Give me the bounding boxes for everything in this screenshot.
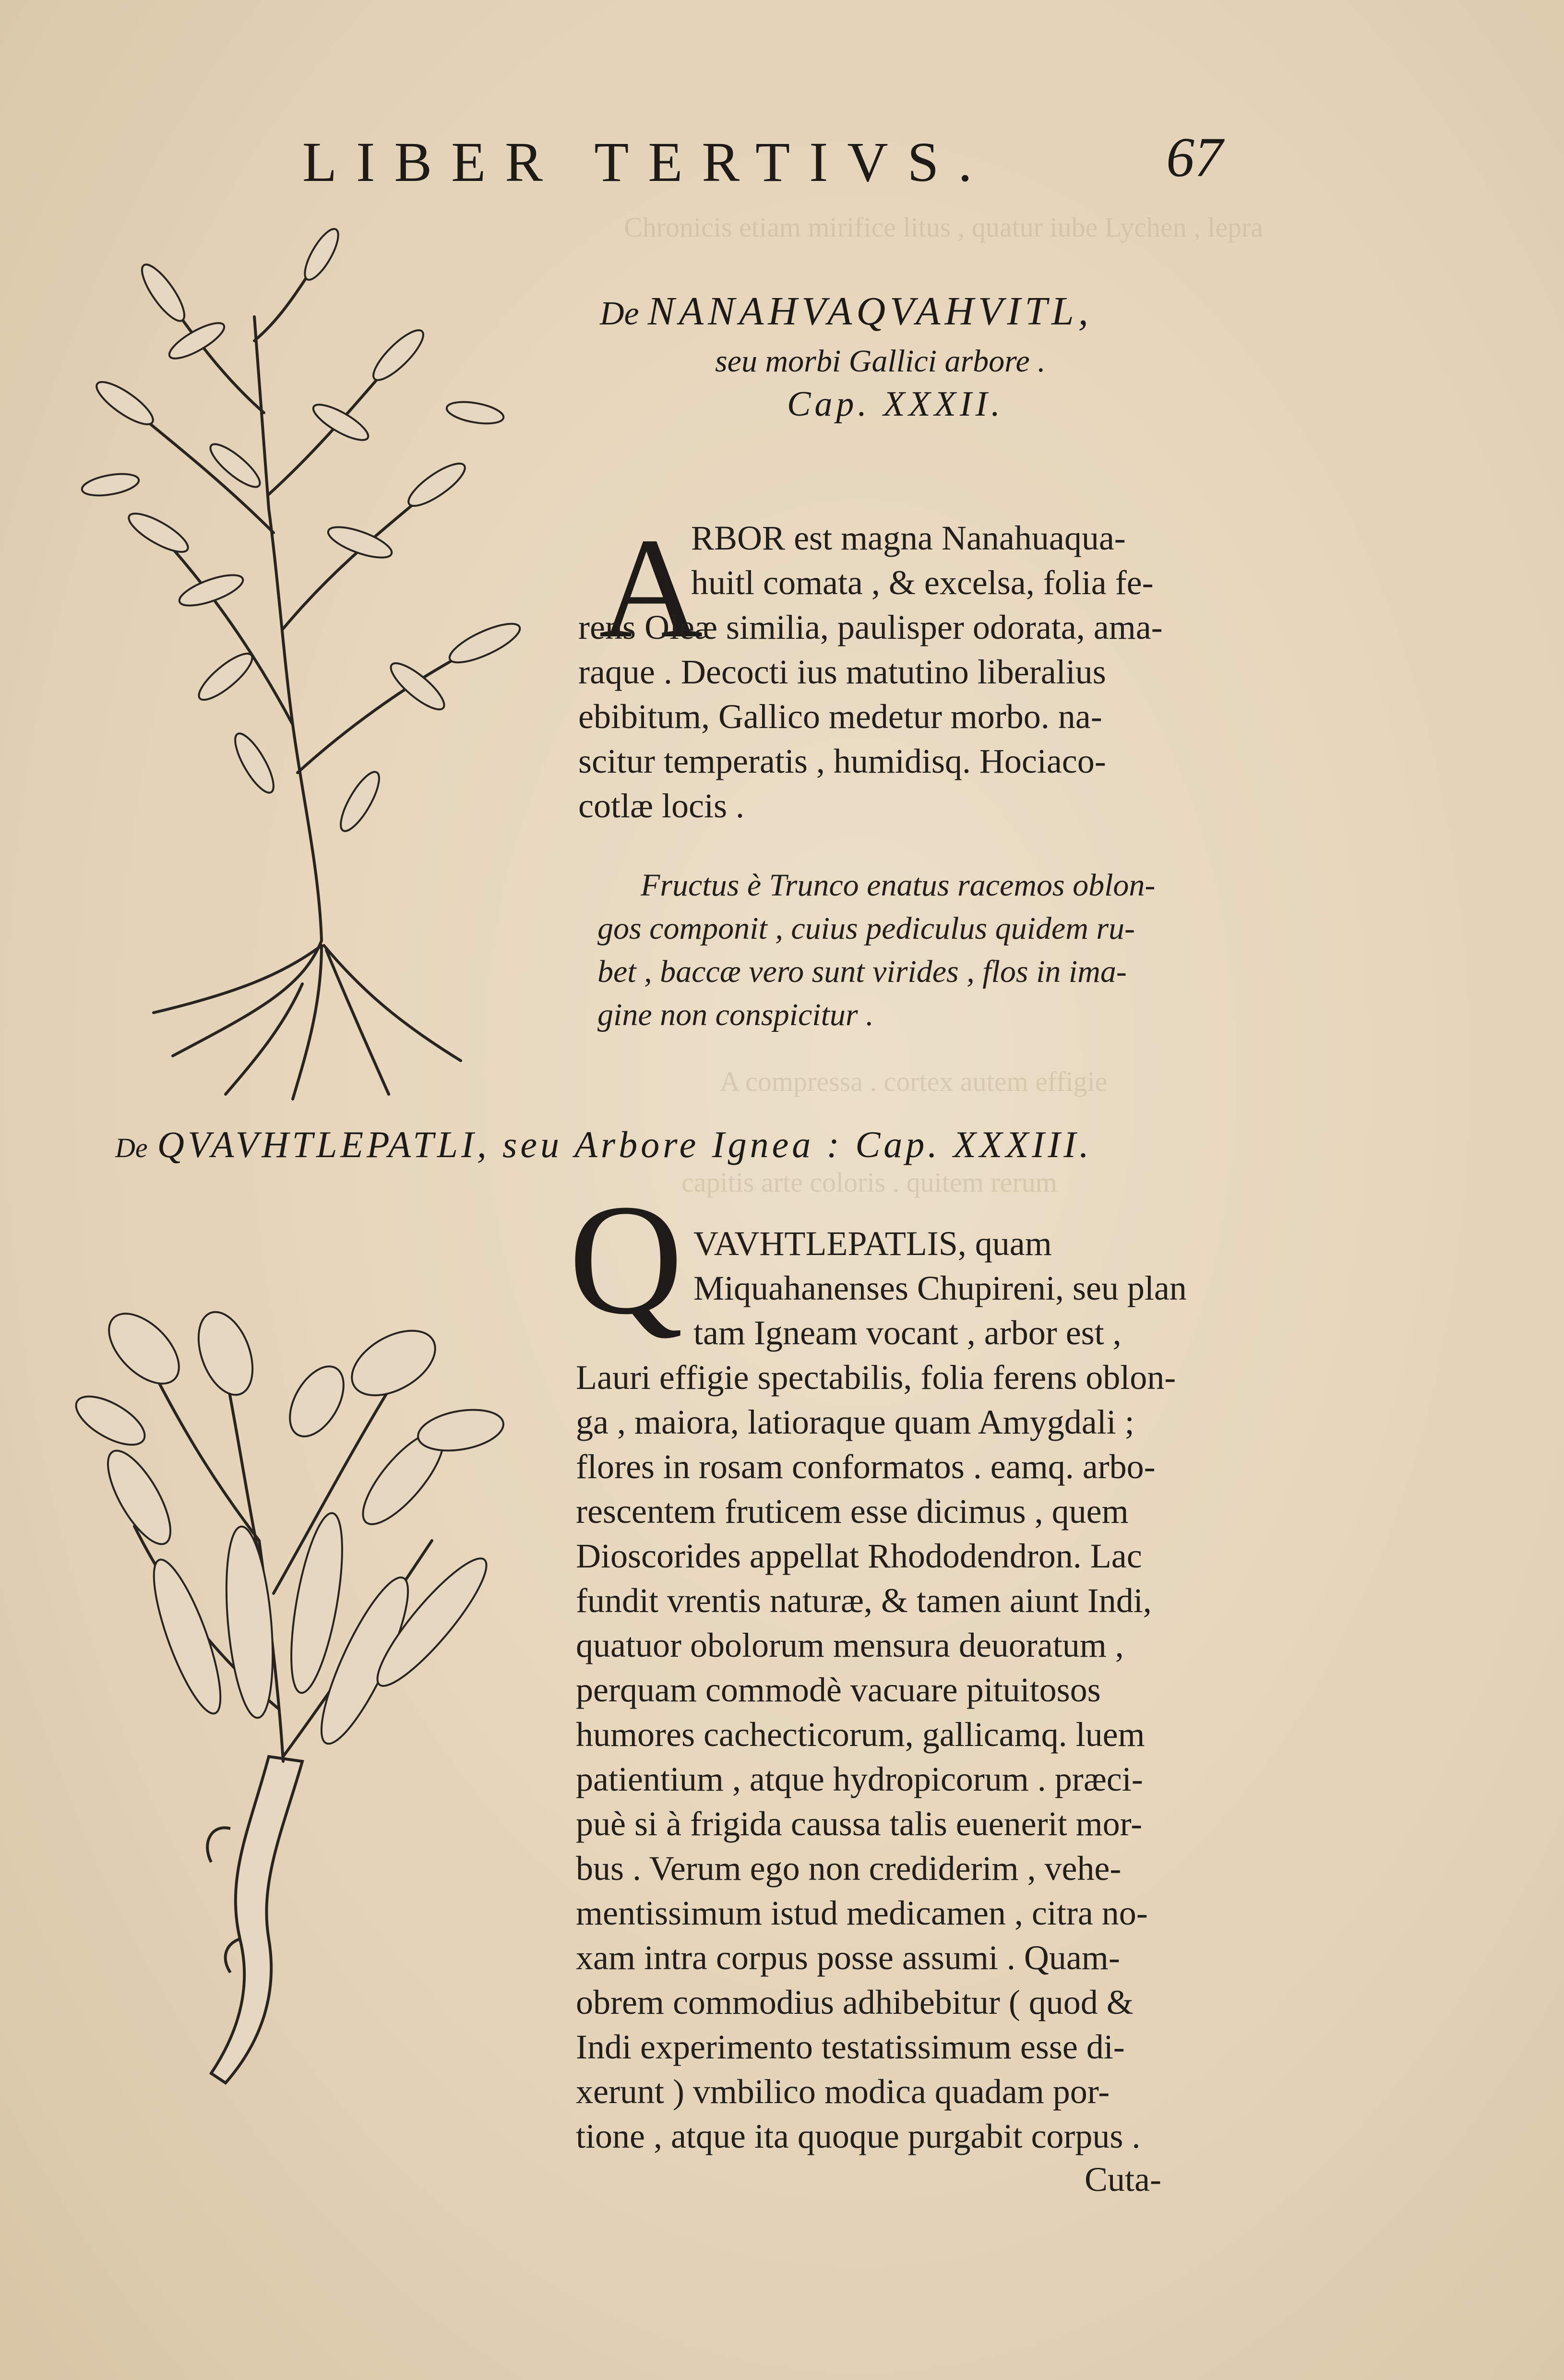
dropcap-q: Q (569, 1172, 683, 1347)
text-line: huitl comata , & excelsa, folia fe- (691, 563, 1154, 602)
text-line: ga , maiora, latioraque quam Amygdali ; (576, 1403, 1134, 1441)
note-line: gos componit , cuius pediculus quidem ru- (597, 911, 1135, 946)
chapter-33-text (576, 1221, 1248, 2159)
chapter-32-title (600, 288, 1093, 335)
text-line: fundit vrentis naturæ, & tamen aiunt Indi, (576, 1581, 1152, 1620)
nanahuaquahuitl-woodcut (53, 197, 547, 1109)
text-line: Indi experimento testatissimum esse di- (576, 2028, 1125, 2066)
text-line: perquam commodè vacuare pituitosos (576, 1671, 1101, 1709)
bleed-through-text: capitis arte coloris . quitem rerum (681, 1167, 1057, 1198)
text-line: Miquahanenses Chupireni, seu plan (693, 1269, 1187, 1307)
chapter-32-text (578, 516, 1219, 828)
page-number: 67 (1166, 126, 1223, 189)
title-text: QVAVHTLEPATLI, seu Arbore Ignea : Cap. XXXIII. (157, 1124, 1092, 1165)
text-line: rescentem fruticem esse dicimus , quem (576, 1492, 1129, 1531)
text-line: xerunt ) vmbilico modica quadam por- (576, 2072, 1110, 2111)
bleed-through-text: A compressa . cortex autem effigie (720, 1066, 1108, 1097)
text-line: scitur temperatis , humidisq. Hociaco- (578, 742, 1106, 780)
text-line: rens Oleæ similia, paulisper odorata, ama- (578, 608, 1163, 646)
text-line: raque . Decocti ius matutino liberalius (578, 653, 1106, 691)
text-line: Dioscorides appellat Rhododendron. Lac (576, 1537, 1142, 1575)
text-line: VAVHTLEPATLIS, quam (693, 1224, 1052, 1263)
text-line: mentissimum istud medicamen , citra no- (576, 1894, 1148, 1932)
text-line: patientium , atque hydropicorum . præci- (576, 1760, 1143, 1798)
text-line: RBOR est magna Nanahuaqua- (691, 519, 1126, 557)
title-name: NANAHVAQVAHVITL, (647, 289, 1093, 334)
title-prefix: De (115, 1132, 148, 1163)
text-line: ebibitum, Gallico medetur morbo. na- (578, 697, 1102, 736)
text-line: bus . Verum ego non crediderim , vehe- (576, 1849, 1122, 1888)
bleed-through-text: Chronicis etiam mirifice litus , quatur iube Lychen , lepra (624, 212, 1264, 243)
text-line: humores cachecticorum, gallicamq. luem (576, 1715, 1145, 1754)
chapter-32-subtitle: seu morbi Gallici arbore . (715, 344, 1046, 379)
text-line: quatuor obolorum mensura deuoratum , (576, 1626, 1124, 1664)
text-line: xam intra corpus posse assumi . Quam- (576, 1938, 1120, 1977)
text-line: Lauri effigie spectabilis, folia ferens oblon- (576, 1358, 1176, 1397)
title-prefix: De (600, 295, 639, 332)
note-line: Fructus è Trunco enatus racemos oblon- (641, 868, 1156, 903)
chapter-33-title (115, 1123, 1092, 1166)
text-line: flores in rosam conformatos . eamq. arbo- (576, 1447, 1156, 1486)
text-line: obrem commodius adhibebitur ( quod & (576, 1983, 1134, 2021)
running-title: LIBER TERTIVS. (302, 131, 991, 193)
text-line: tam Igneam vocant , arbor est , (693, 1314, 1122, 1352)
text-line: puè si à frigida caussa talis euenerit mor- (576, 1805, 1143, 1843)
running-head (0, 120, 1564, 193)
note-line: bet , baccæ vero sunt virides , flos in ima- (597, 954, 1127, 989)
note-line: gine non conspicitur . (597, 997, 874, 1032)
text-line: tione , atque ita quoque purgabit corpus . (576, 2117, 1141, 2155)
dropcap-a: A (599, 508, 703, 668)
quauhtlepatli-woodcut (67, 1229, 518, 2093)
fruit-note (597, 864, 1221, 1037)
chapter-32-label: Cap. XXXII. (787, 384, 1004, 424)
text-line: cotlæ locis . (578, 787, 744, 825)
catchword: Cuta- (1085, 2160, 1161, 2199)
